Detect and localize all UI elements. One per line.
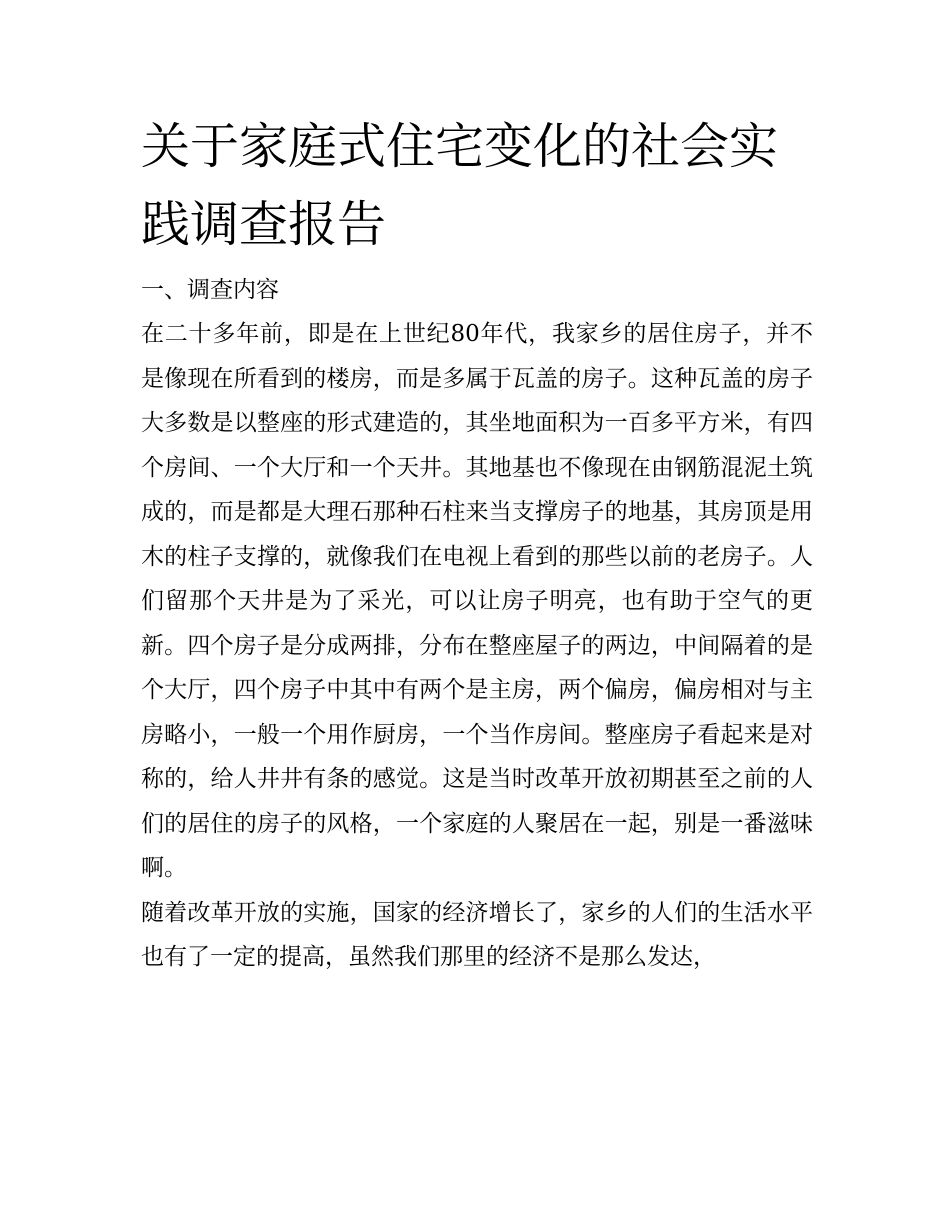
paragraph: 在二十多年前，即是在上世纪80年代，我家乡的居住房子，并不是像现在所看到的楼房，而是多属于瓦盖的房子。这种瓦盖的房子大多数是以整座的形式建造的，其坐地面积为一百多平方米，有四个房间、一个大厅和一个天井。其地基也不像现在由钢筋混泥土筑成的，而是都是大理石那种石柱来当支撑房子的地基，其房顶是用木的柱子支撑的，就像我们在电视上看到的那些以前的老房子。人们留那个天井是为了采光，可以让房子明亮，也有助于空气的更新。四个房子是分成两排，分布在整座屋子的两边，中间隔着的是个大厅，四个房子中其中有两个是主房，两个偏房，偏房相对与主房略小，一般一个用作厨房，一个当作房间。整座房子看起来是对称的，给人井井有条的感觉。这是当时改革开放初期甚至之前的人们的居住的房子的风格，一个家庭的人聚居在一起，别是一番滋味啊。 [141, 321, 813, 881]
document-title: 关于家庭式住宅变化的社会实践调查报告 [141, 118, 779, 253]
section-heading: 一、调查内容 [141, 277, 279, 303]
document-body [141, 108, 813, 980]
paragraph: 随着改革开放的实施，国家的经济增长了，家乡的人们的生活水平也有了一定的提高，虽然我们那里的经济不是那么发达， [141, 899, 813, 970]
